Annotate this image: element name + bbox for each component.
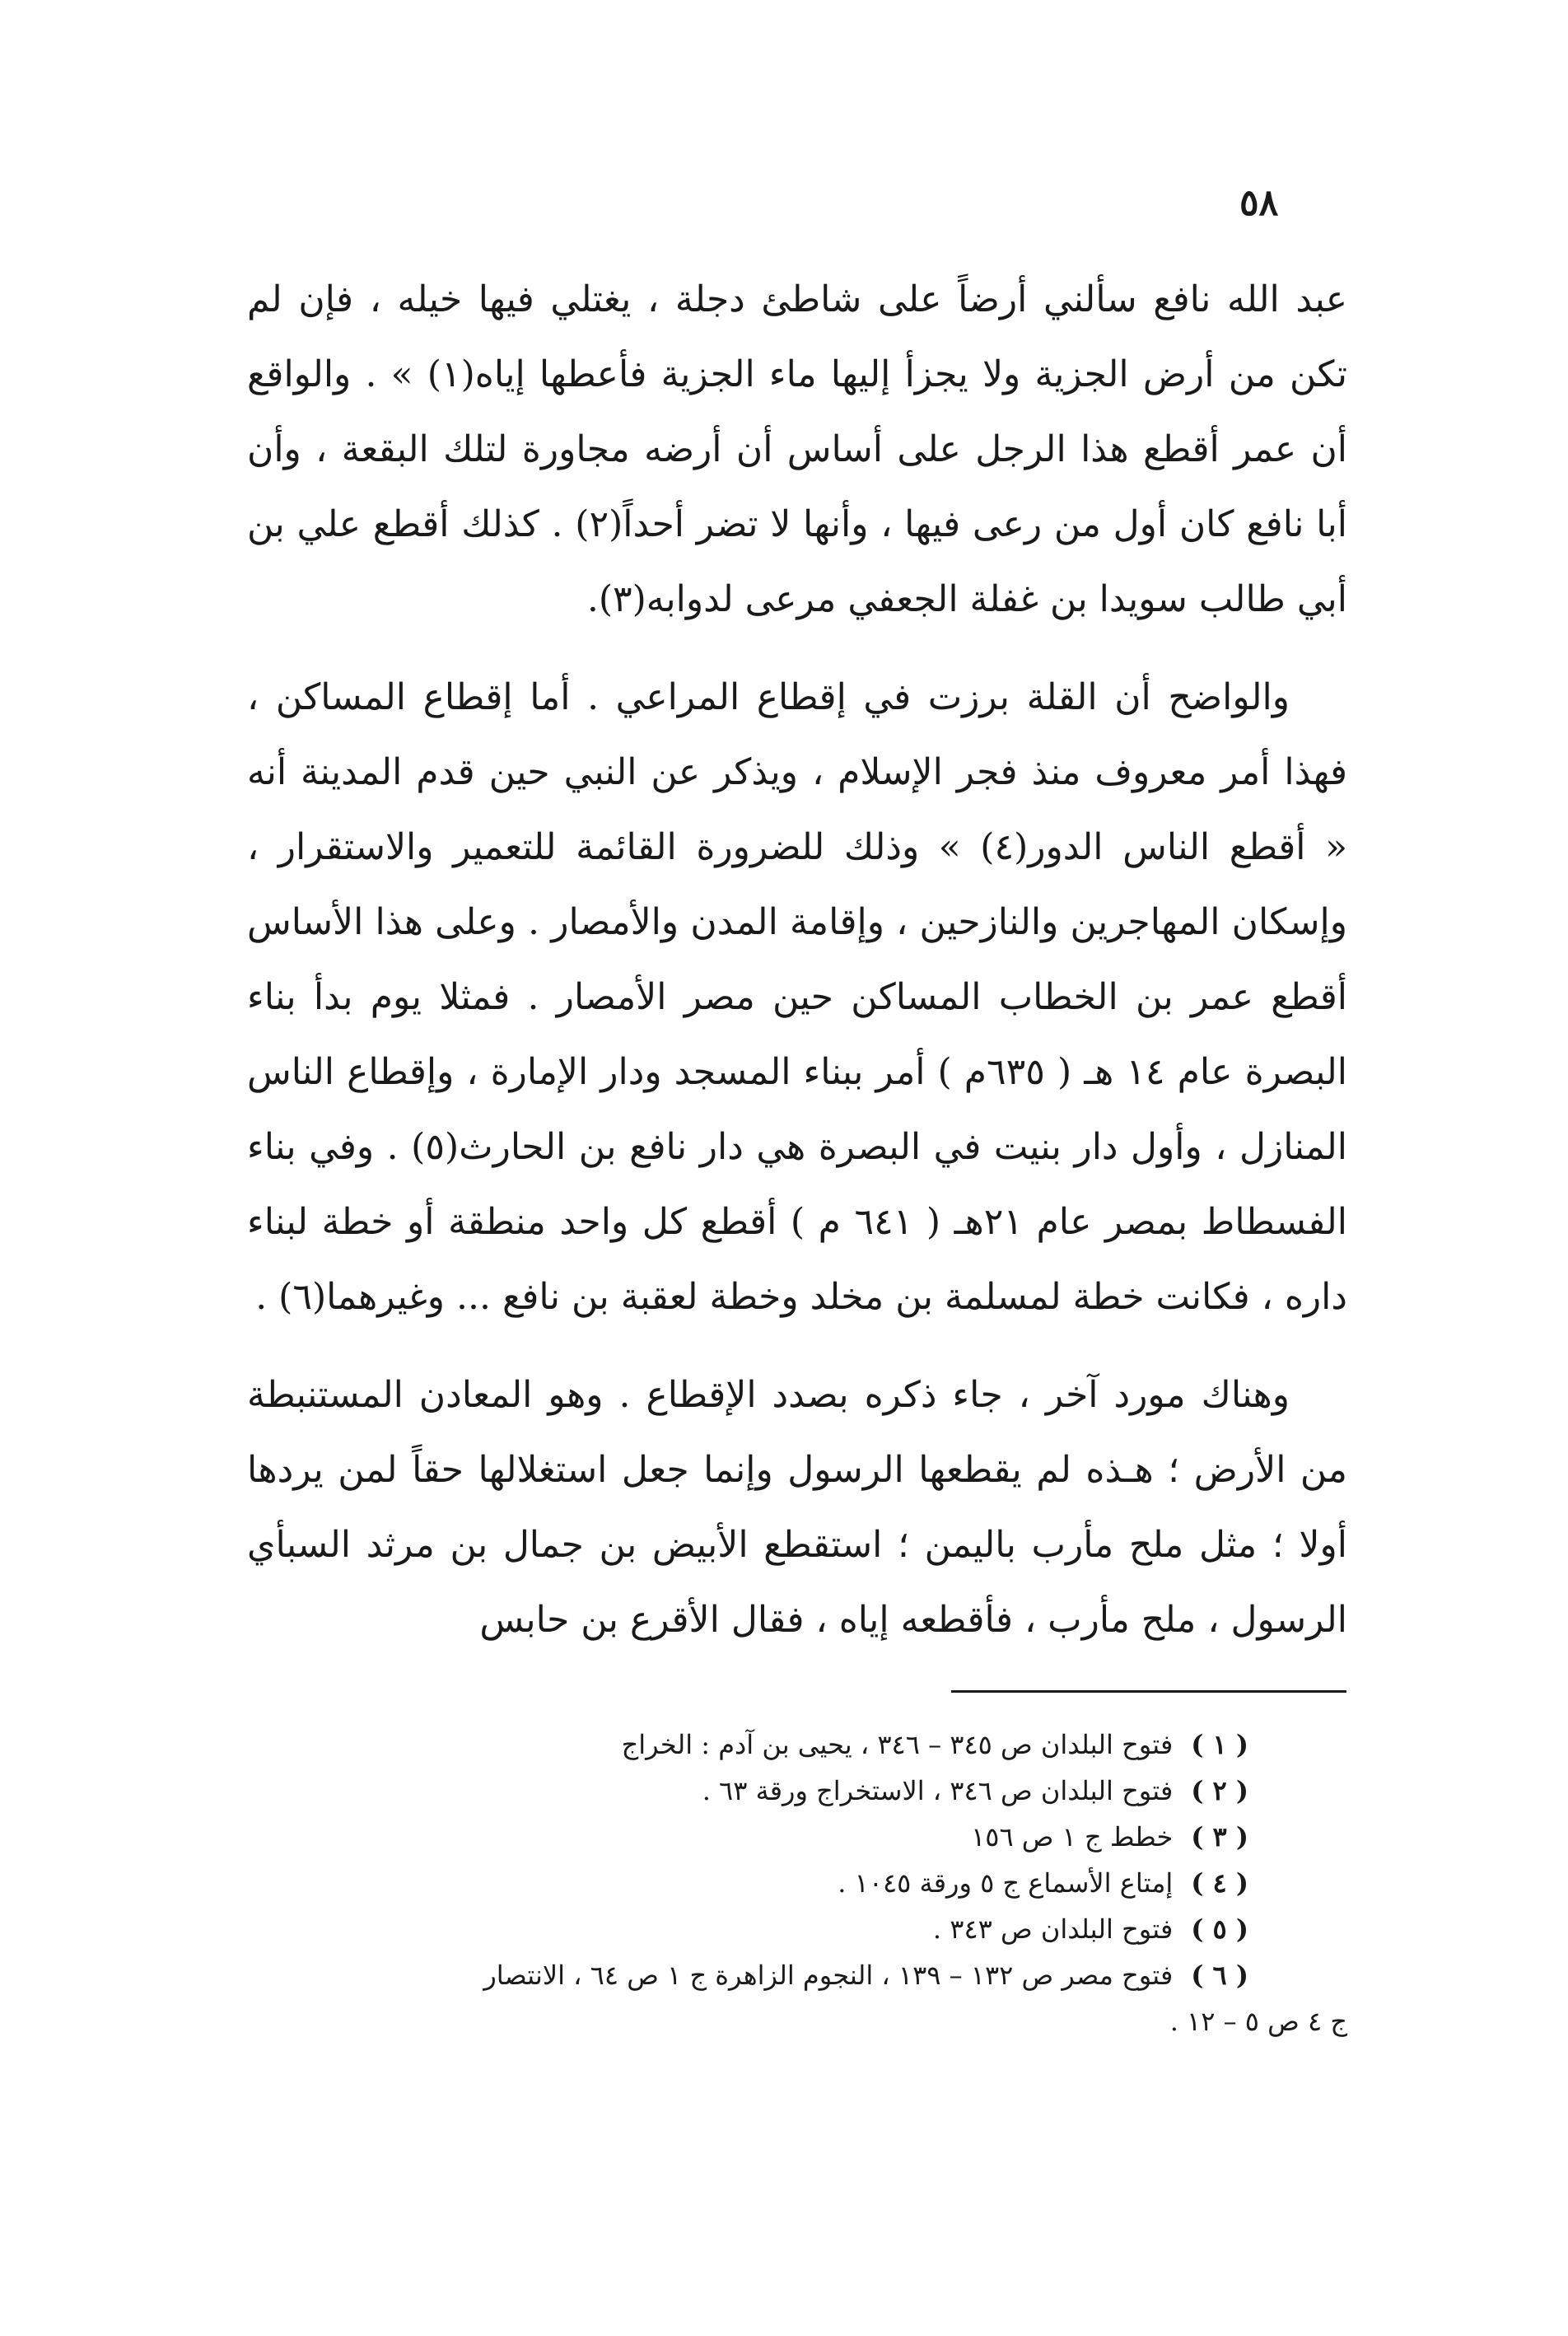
paragraph: عبد الله نافع سألني أرضاً على شاطئ دجلة ، يغتلي فيها خيله ، فإن لم تكن من أرض الجزية ولا يجزأ إليها ماء الجزية فأعطها إياه(١) » . والواقع أن عمر أقطع هذا الرجل على أساس أن أرضه مجاورة لتلك البقعة ، وأن أبا نافع كان أول من رعى فيها ، وأنها لا تضر أحداً(٢) . كذلك أقطع علي بن أبي طالب سويدا بن غفلة الجعفي مرعى لدوابه(٣). (247, 278, 1347, 620)
page-number: ٥٨ (1239, 182, 1279, 224)
footnote (247, 1860, 1347, 1906)
paragraph: وهناك مورد آخر ، جاء ذكره بصدد الإقطاع . وهو المعادن المستنبطة من الأرض ؛ هـذه لم يقطعها الرسول وإنما جعل استغلالها حقاً لمن يردها أولا ؛ مثل ملح مأرب باليمن ؛ استقطع الأبيض بن جمال بن مرثد السبأي الرسول ، ملح مأرب ، فأقطعه إياه ، فقال الأقرع بن حابس (247, 1374, 1347, 1641)
footnote-number: ( ٢ ) (1191, 1775, 1248, 1806)
footnote-text: خطط ج ١ ص ١٥٦ (971, 1821, 1174, 1852)
footnote-text: فتوح البلدان ص ٣٤٥ – ٣٤٦ ، يحيى بن آدم : الخراج (621, 1729, 1174, 1760)
footnotes (247, 1722, 1347, 2044)
footnote-number: ( ٦ ) (1191, 1960, 1248, 1991)
footnote-continuation (247, 1998, 1347, 2044)
body-text (247, 262, 1347, 1657)
footnote-text: إمتاع الأسماع ج ٥ ورقة ١٠٤٥ . (838, 1867, 1174, 1899)
footnote (247, 1722, 1347, 1768)
footnote-number: ( ٤ ) (1191, 1867, 1248, 1899)
paragraph: والواضح أن القلة برزت في إقطاع المراعي . أما إقطاع المساكن ، فهذا أمر معروف منذ فجر الإسلام ، ويذكر عن النبي حين قدم المدينة أنه « أقطع الناس الدور(٤) » وذلك للضرورة القائمة للتعمير والاستقرار ، وإسكان المهاجرين والنازحين ، وإقامة المدن والأمصار . وعلى هذا الأساس أقطع عمر بن الخطاب المساكن حين مصر الأمصار . فمثلا يوم بدأ بناء البصرة عام ١٤ هـ ( ٦٣٥م ) أمر ببناء المسجد ودار الإمارة ، وإقطاع الناس المنازل ، وأول دار بنيت في البصرة هي دار نافع بن الحارث(٥) . وفي بناء الفسطاط بمصر عام ٢١هـ ( ٦٤١ م ) أقطع كل واحد منطقة أو خطة لبناء داره ، فكانت خطة لمسلمة بن مخلد وخطة لعقبة بن نافع ... وغيرهما(٦) . (247, 676, 1348, 1318)
footnote-divider (951, 1690, 1346, 1693)
footnote-number: ( ٥ ) (1191, 1913, 1248, 1945)
footnote (247, 1814, 1347, 1860)
footnote (247, 1906, 1347, 1952)
footnote-number: ( ١ ) (1191, 1729, 1248, 1760)
footnote-text: فتوح البلدان ص ٣٤٣ . (932, 1913, 1174, 1945)
footnote-text: فتوح البلدان ص ٣٤٦ ، الاستخراج ورقة ٦٣ . (702, 1775, 1174, 1806)
footnote (247, 1952, 1347, 1998)
footnote-text: ج ٤ ص ٥ – ١٢ . (1169, 2006, 1347, 2037)
footnote-number: ( ٣ ) (1191, 1821, 1248, 1852)
footnote-text: فتوح مصر ص ١٣٢ – ١٣٩ ، النجوم الزاهرة ج ١ ص ٦٤ ، الانتصار (483, 1960, 1174, 1991)
footnote (247, 1768, 1347, 1814)
